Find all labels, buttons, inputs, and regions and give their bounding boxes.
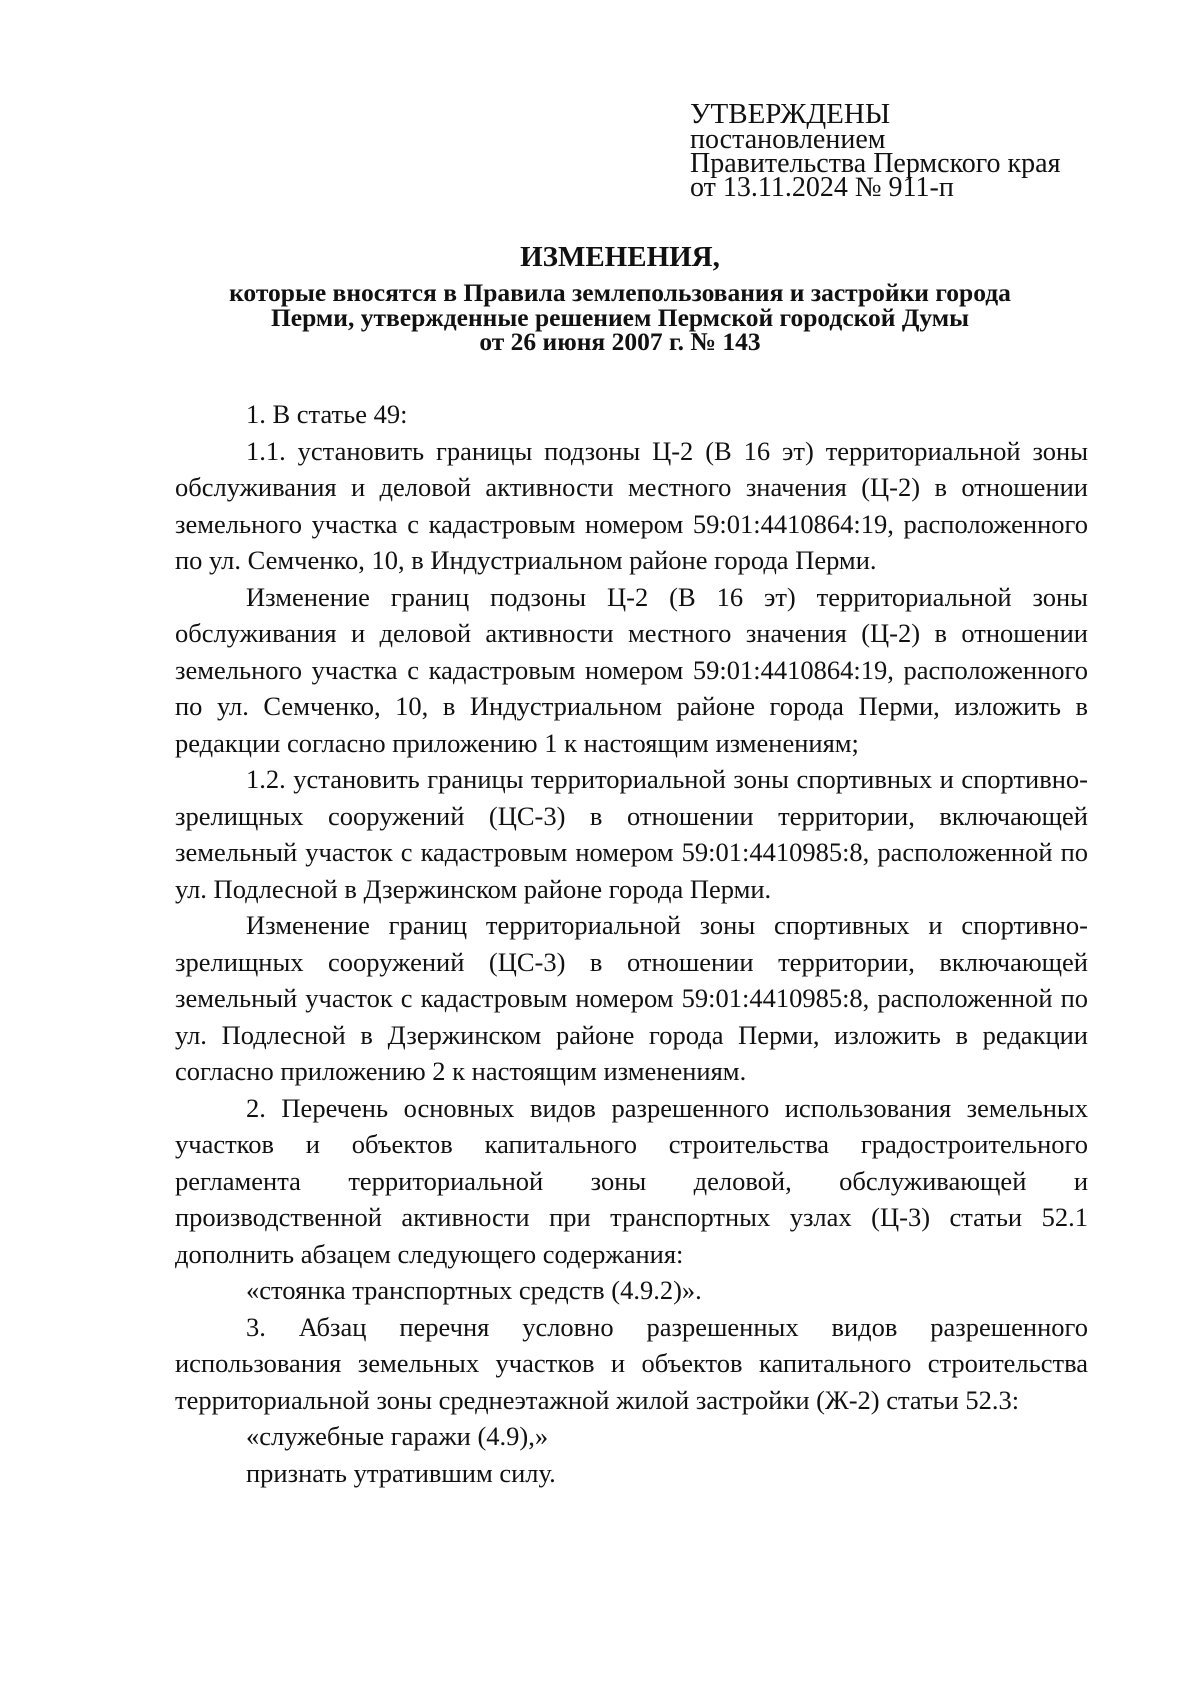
paragraph-2: 2. Перечень основных видов разрешенного использования земельных участков и объектов капитального строительства градостроительного регламента территориальной зоны деловой, обслуживающей и производственной активности при транспортных узлах (Ц-3) статьи 52.1 дополнить абзацем следующего содержания: [175, 1092, 1088, 1269]
paragraph-3-quote: «служебные гаражи (4.9),» [246, 1421, 549, 1451]
approval-line-1: постановлением [690, 124, 886, 155]
paragraph-1-1: 1.1. установить границы подзоны Ц-2 (В 16 эт) территориальной зоны обслуживания и деловой активности местного значения (Ц-2) в отношении земельного участка с кадастровым номером 59:01:4410864:19, расположенного по ул. Семченко, 10, в Индустриальном районе города Перми. [175, 435, 1088, 575]
paragraph-3: 3. Абзац перечня условно разрешенных видов разрешенного использования земельных участков и объектов капитального строительства территориальной зоны среднеэтажной жилой застройки (Ж-2) статьи 52.3: [175, 1311, 1088, 1415]
document-body [175, 396, 1088, 1491]
document-subtitle [160, 278, 1080, 356]
subtitle-line-1: которые вносятся в Правила землепользования и застройки города [229, 278, 1011, 307]
paragraph-1-1-change: Изменение границ подзоны Ц-2 (В 16 эт) территориальной зоны обслуживания и деловой активности местного значения (Ц-2) в отношении земельного участка с кадастровым номером 59:01:4410864:19, расположенного по ул. Семченко, 10, в Индустриальном районе города Перми, изложить в редакции согласно приложению 1 к настоящим изменениям; [175, 581, 1088, 758]
document-title: ИЗМЕНЕНИЯ, [520, 241, 720, 273]
paragraph-1-2-change: Изменение границ территориальной зоны спортивных и спортивно-зрелищных сооружений (ЦС-3) в отношении территории, включающей земельный участок с кадастровым номером 59:01:4410985:8, расположенной по ул. Подлесной в Дзержинском районе города Перми, изложить в редакции согласно приложению 2 к настоящим изменениям. [175, 910, 1088, 1086]
approval-line-2: Правительства Пермского края [690, 148, 1061, 179]
subtitle-line-2: Перми, утвержденные решением Пермской городской Думы [270, 302, 970, 332]
approval-line-3: от 13.11.2024 № 911-п [690, 172, 954, 203]
subtitle-line-3: от 26 июня 2007 г. № 143 [479, 327, 761, 356]
approval-approved: УТВЕРЖДЕНЫ [690, 98, 891, 130]
paragraph-1-2: 1.2. установить границы территориальной зоны спортивных и спортивно-зрелищных сооружений (ЦС-3) в отношении территории, включающей земельный участок с кадастровым номером 59:01:4410985:8, расположенной по ул. Подлесной в Дзержинском районе города Перми. [175, 764, 1088, 904]
approval-stamp [690, 98, 1110, 203]
paragraph-1: 1. В статье 49: [246, 399, 408, 429]
paragraph-3-conclusion: признать утратившим силу. [246, 1457, 556, 1488]
paragraph-2-quote: «стоянка транспортных средств (4.9.2)». [246, 1275, 702, 1305]
